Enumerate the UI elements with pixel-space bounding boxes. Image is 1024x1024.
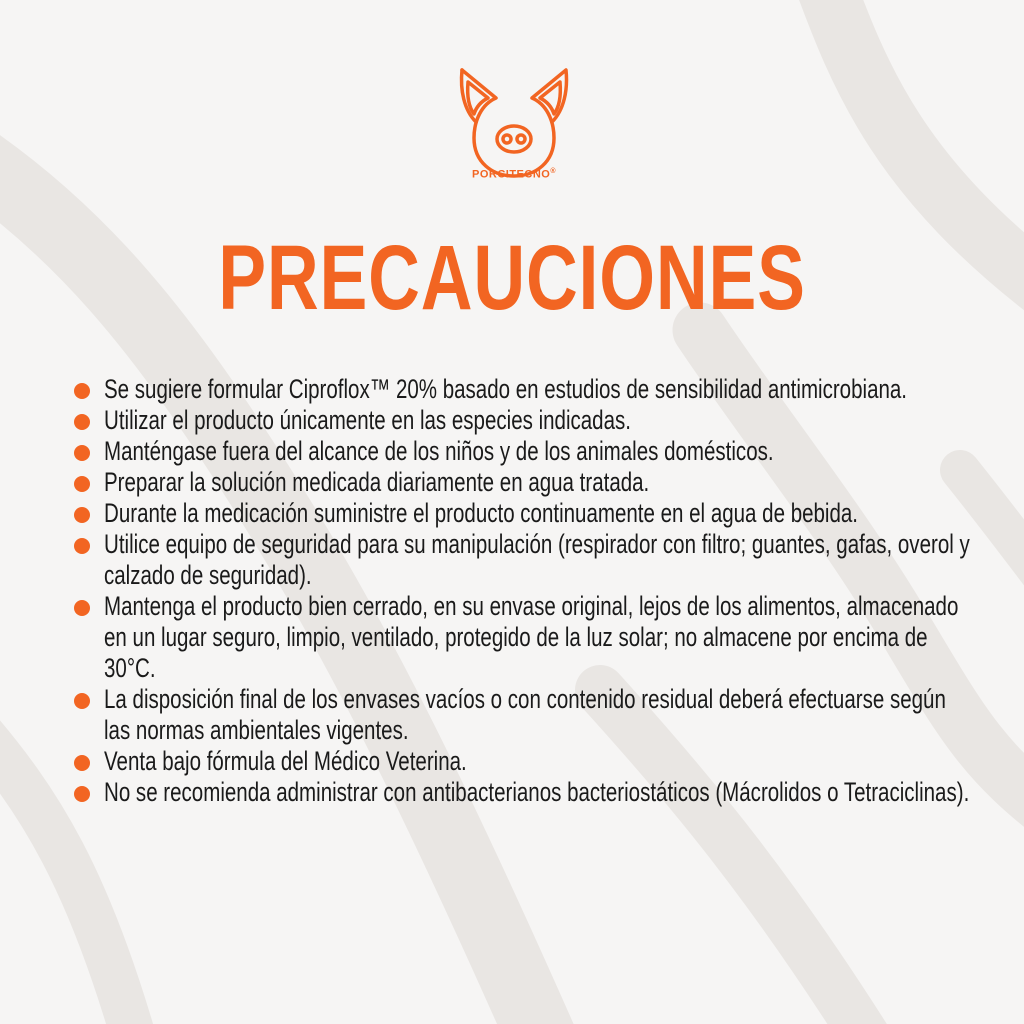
bullet-dot-icon <box>74 445 90 461</box>
page-title: PRECAUCIONES <box>218 227 806 329</box>
list-item <box>74 498 974 529</box>
list-item-text: Mantenga el producto bien cerrado, en su envase original, lejos de los alimentos, almacenado en un lugar seguro, limpio, ventilado, protegido de la luz solar; no almacene por encima de 30°C. <box>104 591 959 683</box>
brand-name <box>452 168 576 181</box>
list-item-text: Preparar la solución medicada diariamente en agua tratada. <box>104 467 650 497</box>
bullet-dot-icon <box>74 538 90 554</box>
bullet-dot-icon <box>74 414 90 430</box>
list-item-text: Venta bajo fórmula del Médico Veterina. <box>104 746 467 776</box>
bullet-dot-icon <box>74 600 90 616</box>
list-item-text: No se recomienda administrar con antibacterianos bacteriostáticos (Mácrolidos o Tetraciclinas). <box>104 777 970 807</box>
bullet-dot-icon <box>74 786 90 802</box>
bullet-dot-icon <box>74 693 90 709</box>
brand-name-text: PORCITECNO <box>471 168 551 181</box>
registered-mark: ® <box>550 168 556 175</box>
list-item <box>74 374 974 405</box>
bullet-dot-icon <box>74 507 90 523</box>
list-item-text: Utilice equipo de seguridad para su manipulación (respirador con filtro; guantes, gafas, overol y calzado de seguridad). <box>104 529 970 590</box>
list-item <box>74 436 974 467</box>
bullet-dot-icon <box>74 476 90 492</box>
list-item <box>74 405 974 436</box>
bullet-dot-icon <box>74 755 90 771</box>
list-item <box>74 777 974 808</box>
precautions-list <box>74 374 974 808</box>
list-item <box>74 529 974 591</box>
list-item <box>74 467 974 498</box>
list-item <box>74 746 974 777</box>
list-item-text: La disposición final de los envases vacíos o con contenido residual deberá efectuarse según las normas ambientales vigentes. <box>104 684 946 745</box>
bullet-dot-icon <box>74 383 90 399</box>
list-item <box>74 591 974 684</box>
list-item-text: Utilizar el producto únicamente en las especies indicadas. <box>104 405 631 435</box>
list-item-text: Se sugiere formular Ciproflox™ 20% basado en estudios de sensibilidad antimicrobiana. <box>104 374 908 404</box>
list-item <box>74 684 974 746</box>
list-item-text: Manténgase fuera del alcance de los niños y de los animales domésticos. <box>104 436 774 466</box>
list-item-text: Durante la medicación suministre el producto continuamente en el agua de bebida. <box>104 498 859 528</box>
